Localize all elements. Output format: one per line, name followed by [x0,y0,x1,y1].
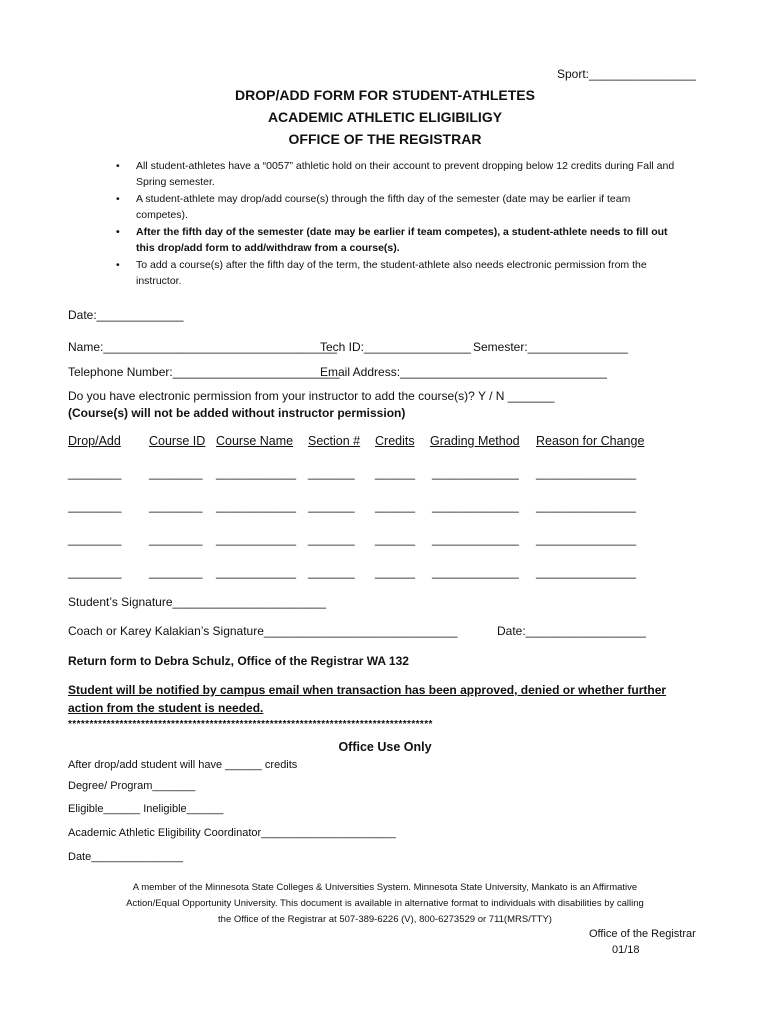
student-signature-field[interactable]: Student’s Signature_______________________ [68,595,327,609]
permission-question[interactable]: Do you have electronic permission from your instructor to add the course(s)? Y / N _______ [68,389,555,403]
credits-after-field[interactable]: After drop/add student will have ______ credits [68,759,298,771]
eligibility-field[interactable]: Eligible______ Ineligible______ [68,803,224,815]
grading-method-cell[interactable]: _____________ [432,532,519,546]
col-header-reason: Reason for Change [536,434,645,448]
grading-method-cell[interactable]: _____________ [432,499,519,513]
date-field[interactable]: Date:_____________ [68,308,184,322]
col-header-course-name: Course Name [216,434,294,448]
instruction-item [112,224,682,256]
course-name-cell[interactable]: ____________ [216,499,297,513]
drop-add-cell[interactable]: ________ [68,499,122,513]
bullet-icon: • [116,226,120,238]
course-name-cell[interactable]: ____________ [216,532,297,546]
col-header-grading-method: Grading Method [430,434,520,448]
reason-cell[interactable]: _______________ [536,532,637,546]
drop-add-cell[interactable]: ________ [68,565,122,579]
instruction-text: After the fifth day of the semester (date may be earlier if team competes), a student-athlete needs to fill out this drop/add form to add/withdraw from a course(s). [136,226,668,254]
semester-field[interactable]: Semester:_______________ [473,340,628,354]
credits-cell[interactable]: ______ [375,499,416,513]
permission-note: (Course(s) will not be added without instructor permission) [68,406,406,420]
sport-field[interactable]: Sport:________________ [557,67,696,81]
course-name-cell[interactable]: ____________ [216,466,297,480]
tech-id-field[interactable]: Tech ID:________________ [320,340,471,354]
section-cell[interactable]: _______ [308,499,355,513]
instruction-text: A student-athlete may drop/add course(s) through the fifth day of the semester (date may be earlier if team competes). [136,193,631,221]
course-id-cell[interactable]: ________ [149,499,203,513]
col-header-drop-add: Drop/Add [68,434,121,448]
bullet-icon: • [116,160,120,172]
footer-line: Action/Equal Opportunity University. This document is available in alternative format to individuals with disabilities by calling [126,898,644,909]
grading-method-cell[interactable]: _____________ [432,466,519,480]
course-id-cell[interactable]: ________ [149,565,203,579]
course-id-cell[interactable]: ________ [149,532,203,546]
col-header-section: Section # [308,434,361,448]
reason-cell[interactable]: _______________ [536,466,637,480]
separator-line: ************************************************************************************* [68,719,433,730]
form-office-title: OFFICE OF THE REGISTRAR [288,131,482,147]
coordinator-field[interactable]: Academic Athletic Eligibility Coordinator______________________ [68,827,396,839]
col-header-course-id: Course ID [149,434,206,448]
coach-signature-field[interactable]: Coach or Karey Kalakian’s Signature_____________________________ [68,624,458,638]
form-version: 01/18 [612,944,640,956]
credits-cell[interactable]: ______ [375,466,416,480]
notification-line-2: action from the student is needed. [68,701,264,715]
instruction-item [112,257,682,289]
name-field[interactable]: Name:___________________________________ [68,340,337,354]
instruction-item [112,191,682,223]
course-id-cell[interactable]: ________ [149,466,203,480]
credits-cell[interactable]: ______ [375,532,416,546]
drop-add-cell[interactable]: ________ [68,466,122,480]
telephone-field[interactable]: Telephone Number:_________________________ [68,365,340,379]
email-field[interactable]: Email Address:_______________________________ [320,365,607,379]
section-cell[interactable]: _______ [308,466,355,480]
instruction-text: All student-athletes have a “0057” athletic hold on their account to prevent dropping below 12 credits during Fall and Spring semester. [136,160,675,188]
footer-office: Office of the Registrar [589,928,696,940]
reason-cell[interactable]: _______________ [536,565,637,579]
return-instructions: Return form to Debra Schulz, Office of the Registrar WA 132 [68,654,409,668]
credits-cell[interactable]: ______ [375,565,416,579]
bullet-icon: • [116,259,120,271]
drop-add-cell[interactable]: ________ [68,532,122,546]
instruction-item [112,158,682,190]
notification-line-1: Student will be notified by campus email when transaction has been approved, denied or whether further [68,683,667,697]
footer-line: A member of the Minnesota State Colleges & Universities System. Minnesota State University, Mankato is an Affirmative [132,882,638,893]
footer-line: the Office of the Registrar at 507-389-6226 (V), 800-6273529 or 711(MRS/TTY) [218,914,552,925]
reason-cell[interactable]: _______________ [536,499,637,513]
section-cell[interactable]: _______ [308,532,355,546]
instructions-list [112,158,682,290]
form-subtitle: ACADEMIC ATHLETIC ELIGIBILIGY [267,109,503,125]
form-title: DROP/ADD FORM FOR STUDENT-ATHLETES [235,87,535,103]
section-cell[interactable]: _______ [308,565,355,579]
signature-date-field[interactable]: Date:__________________ [497,624,646,638]
col-header-credits: Credits [375,434,415,448]
office-use-heading: Office Use Only [338,740,432,754]
office-date-field[interactable]: Date_______________ [68,851,184,863]
course-name-cell[interactable]: ____________ [216,565,297,579]
bullet-icon: • [116,193,120,205]
instruction-text: To add a course(s) after the fifth day of the term, the student-athlete also needs electronic permission from the instructor. [136,259,647,287]
grading-method-cell[interactable]: _____________ [432,565,519,579]
degree-program-field[interactable]: Degree/ Program_______ [68,780,196,792]
